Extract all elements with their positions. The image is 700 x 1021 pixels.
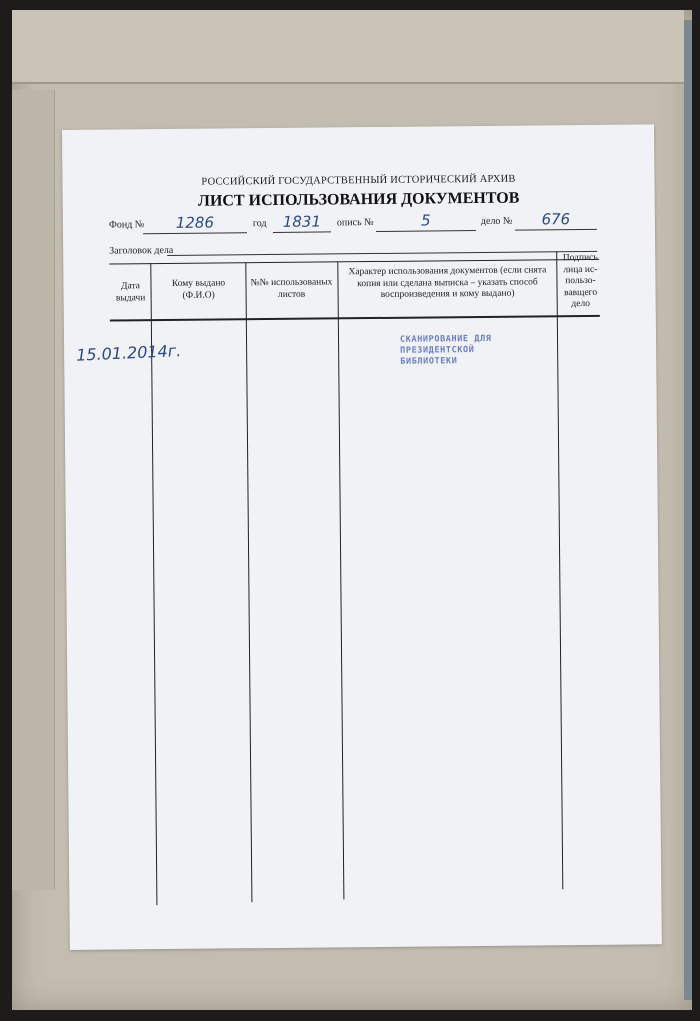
fond-value-field [143,213,247,234]
column-header-sheets: №№ использованых листов [250,277,333,300]
column-header-issued-to: Кому выдано (Ф.И.О) [171,278,226,301]
table-header-rule [110,315,600,322]
folder-edge [684,20,692,1000]
fond-label: Фонд № [108,219,145,231]
usage-sheet [62,124,662,950]
folder-fold [12,90,55,890]
column-divider-2 [245,262,252,902]
case-title-line [167,251,597,256]
archive-name: РОССИЙСКИЙ ГОСУДАРСТВЕННЫЙ ИСТОРИЧЕСКИЙ АРХИВ [201,173,516,188]
usage-date-entry: 15.01.2014г. [75,341,182,365]
opis-value-field [376,211,476,232]
fond-value: 1286 [175,213,215,232]
sheet-title: ЛИСТ ИСПОЛЬЗОВАНИЯ ДОКУМЕНТОВ [197,189,520,210]
year-value-field [273,212,331,233]
table-top-rule [109,259,599,265]
year-value: 1831 [282,212,322,231]
column-divider-4 [556,251,563,889]
case-title-label: Заголовок дела [109,244,174,257]
stamp-line-2: ПРЕЗИДЕНТСКОЙ [400,345,475,356]
folder-flap [12,10,684,84]
opis-value: 5 [421,211,431,230]
column-header-date: Дата выдачи [115,281,146,303]
case-identifiers [63,210,655,232]
delo-label: дело № [480,215,513,227]
column-header-usage: Характер использования документов (если снята копия или сделана выписка – указать способ воспроизведения и кому выдано) [348,265,547,300]
opis-label: опись № [336,217,374,229]
stamp-line-1: СКАНИРОВАНИЕ ДЛЯ [399,333,492,345]
scan-stamp [400,334,510,368]
year-label: год [252,218,267,230]
stamp-line-3: БИБЛИОТЕКИ [400,356,458,367]
column-divider-3 [337,261,344,899]
delo-value: 676 [541,210,571,229]
column-header-signature: Подпись лица ис- пользо- вавщего дело [562,252,598,310]
delo-value-field [515,210,597,231]
